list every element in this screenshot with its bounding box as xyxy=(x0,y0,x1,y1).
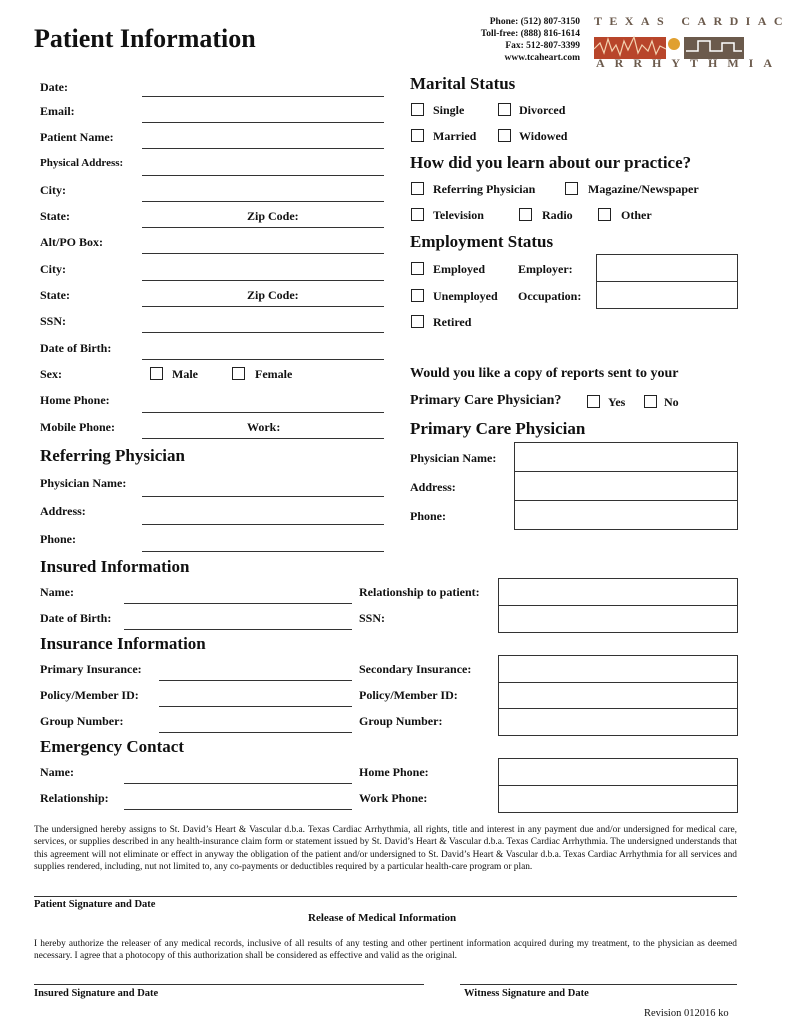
insured-relationship-field[interactable] xyxy=(498,578,738,606)
married-label: Married xyxy=(433,129,477,143)
emergency-relationship-field[interactable] xyxy=(124,809,352,810)
referring-address-field[interactable] xyxy=(142,524,384,525)
secondary-group-number-label: Group Number: xyxy=(359,714,443,728)
contact-block xyxy=(440,16,580,64)
city-label: City: xyxy=(40,183,66,197)
pcp-name-label: Physician Name: xyxy=(410,451,497,465)
reports-question-line2: Primary Care Physician? xyxy=(410,393,562,408)
city2-field[interactable] xyxy=(142,280,384,281)
employed-label: Employed xyxy=(433,262,486,276)
pcp-name-field[interactable] xyxy=(514,442,738,472)
secondary-insurance-field[interactable] xyxy=(498,655,738,683)
emergency-relationship-label: Relationship: xyxy=(40,791,109,805)
group-number-field[interactable] xyxy=(159,732,352,733)
fax-text: Fax: 512-807-3399 xyxy=(505,41,580,51)
referring-heading: Referring Physician xyxy=(40,446,185,465)
state-label: State: xyxy=(40,209,70,223)
date-field[interactable] xyxy=(142,96,384,97)
employment-heading: Employment Status xyxy=(410,232,554,251)
address-field[interactable] xyxy=(142,175,384,176)
emergency-work-phone-label: Work Phone: xyxy=(359,791,428,805)
employer-field[interactable] xyxy=(596,254,738,282)
referring-checkbox[interactable] xyxy=(411,182,424,195)
assignment-paragraph: The undersigned hereby assigns to St. David’s Heart & Vascular d.b.a. Texas Cardiac Arrhythmia, all rights, title and interest in any payment due and/or undersigned for medical care, services, or supplies described in any health-insurance claim form or statement issued by St. David’s Heart & Vascular d.b.a. Texas Cardiac Arrhythmia. The undersigned understands that this agreement will not eliminate or effect in anyway the obligation of the patient and/or undersigned to St. David’s Heart & Vascular d.b.a. Texas Cardiac Arrhythmia for all services and supplies rendered, including, nut not limited to, any co-payments or deductibles required by a particular health-care program or plan. xyxy=(34,825,737,873)
logo-bottom-text: ARRHYTHMIA xyxy=(596,56,782,70)
website-text: www.tcaheart.com xyxy=(504,53,580,63)
reports-yes-checkbox[interactable] xyxy=(587,395,600,408)
insured-heading: Insured Information xyxy=(40,557,190,576)
referring-name-field[interactable] xyxy=(142,496,384,497)
magazine-label: Magazine/Newspaper xyxy=(588,182,699,196)
male-checkbox[interactable] xyxy=(150,367,163,380)
sex-label: Sex: xyxy=(40,367,62,381)
referring-name-label: Physician Name: xyxy=(40,476,127,490)
single-checkbox[interactable] xyxy=(411,103,424,116)
dob-label: Date of Birth: xyxy=(40,341,112,355)
insured-dob-label: Date of Birth: xyxy=(40,611,112,625)
mobile-phone-label: Mobile Phone: xyxy=(40,420,115,434)
referring-option-label: Referring Physician xyxy=(433,182,536,196)
work-phone-label: Work: xyxy=(247,420,281,434)
learn-heading: How did you learn about our practice? xyxy=(410,153,692,172)
emergency-name-field[interactable] xyxy=(124,783,352,784)
witness-signature-line[interactable] xyxy=(460,984,737,985)
pcp-address-field[interactable] xyxy=(514,471,738,501)
emergency-work-phone-field[interactable] xyxy=(498,785,738,813)
unemployed-label: Unemployed xyxy=(433,289,498,303)
retired-checkbox[interactable] xyxy=(411,315,424,328)
ssn-field[interactable] xyxy=(142,332,384,333)
marital-status-heading: Marital Status xyxy=(410,74,516,93)
female-checkbox[interactable] xyxy=(232,367,245,380)
group-number-label: Group Number: xyxy=(40,714,124,728)
emergency-home-phone-label: Home Phone: xyxy=(359,765,429,779)
other-checkbox[interactable] xyxy=(598,208,611,221)
widowed-checkbox[interactable] xyxy=(498,129,511,142)
page-title: Patient Information xyxy=(34,24,256,53)
divorced-label: Divorced xyxy=(519,103,566,117)
insured-name-field[interactable] xyxy=(124,603,352,604)
male-label: Male xyxy=(172,367,198,381)
television-checkbox[interactable] xyxy=(411,208,424,221)
secondary-group-number-field[interactable] xyxy=(498,708,738,736)
occupation-label: Occupation: xyxy=(518,289,582,303)
witness-signature-label: Witness Signature and Date xyxy=(464,988,589,999)
patient-signature-label: Patient Signature and Date xyxy=(34,899,156,910)
employed-checkbox[interactable] xyxy=(411,262,424,275)
insured-dob-field[interactable] xyxy=(124,629,352,630)
logo xyxy=(592,12,790,70)
insured-signature-label: Insured Signature and Date xyxy=(34,988,159,999)
email-label: Email: xyxy=(40,104,75,118)
radio-checkbox[interactable] xyxy=(519,208,532,221)
date-label: Date: xyxy=(40,80,68,94)
release-paragraph: I hereby authorize the releaser of any medical records, inclusive of all results of any testing and other pertinent information acquired during my treatment, to the physician as deemed necessary. I agree that a photocopy of this authorization shall be considered as effective and valid as the original. xyxy=(34,939,737,962)
state2-label: State: xyxy=(40,288,70,302)
widowed-label: Widowed xyxy=(519,129,568,143)
single-label: Single xyxy=(433,103,465,117)
tollfree-text: Toll-free: (888) 816-1614 xyxy=(480,29,580,39)
zip-label: Zip Code: xyxy=(247,209,299,223)
female-label: Female xyxy=(255,367,293,381)
married-checkbox[interactable] xyxy=(411,129,424,142)
retired-label: Retired xyxy=(433,315,472,329)
referring-phone-field[interactable] xyxy=(142,551,384,552)
reports-yes-label: Yes xyxy=(608,395,626,409)
emergency-name-label: Name: xyxy=(40,765,74,779)
insured-ssn-label: SSN: xyxy=(359,611,386,625)
pcp-phone-field[interactable] xyxy=(514,500,738,530)
revision-text: Revision 012016 ko xyxy=(644,1008,729,1019)
release-heading: Release of Medical Information xyxy=(308,912,457,924)
emergency-heading: Emergency Contact xyxy=(40,737,184,756)
logo-top-text: TEXAS CARDIAC xyxy=(594,14,790,28)
insured-name-label: Name: xyxy=(40,585,74,599)
email-field[interactable] xyxy=(142,122,384,123)
phone-text: Phone: (512) 807-3150 xyxy=(489,17,580,27)
magazine-checkbox[interactable] xyxy=(565,182,578,195)
secondary-insurance-label: Secondary Insurance: xyxy=(359,662,472,676)
patient-signature-line[interactable] xyxy=(34,896,737,897)
patient-name-label: Patient Name: xyxy=(40,130,114,144)
primary-insurance-field[interactable] xyxy=(159,680,352,681)
home-phone-field[interactable] xyxy=(142,412,384,413)
pcp-heading: Primary Care Physician xyxy=(410,419,586,438)
home-phone-label: Home Phone: xyxy=(40,393,110,407)
reports-question-line1: Would you like a copy of reports sent to your xyxy=(410,366,679,381)
pcp-phone-label: Phone: xyxy=(410,509,446,523)
occupation-field[interactable] xyxy=(596,281,738,309)
policy-id-label: Policy/Member ID: xyxy=(40,688,139,702)
radio-label: Radio xyxy=(542,208,573,222)
insured-ssn-field[interactable] xyxy=(498,605,738,633)
policy-id-field[interactable] xyxy=(159,706,352,707)
address-label: Physical Address: xyxy=(40,157,124,169)
unemployed-checkbox[interactable] xyxy=(411,289,424,302)
employer-label: Employer: xyxy=(518,262,573,276)
emergency-home-phone-field[interactable] xyxy=(498,758,738,786)
referring-address-label: Address: xyxy=(40,504,86,518)
insured-relationship-label: Relationship to patient: xyxy=(359,585,480,599)
primary-insurance-label: Primary Insurance: xyxy=(40,662,142,676)
po-box-label: Alt/PO Box: xyxy=(40,235,103,249)
referring-phone-label: Phone: xyxy=(40,532,76,546)
reports-no-checkbox[interactable] xyxy=(644,395,657,408)
dob-field[interactable] xyxy=(142,359,384,360)
secondary-policy-id-label: Policy/Member ID: xyxy=(359,688,458,702)
divorced-checkbox[interactable] xyxy=(498,103,511,116)
state2-zip2-field[interactable] xyxy=(142,306,384,307)
secondary-policy-id-field[interactable] xyxy=(498,682,738,710)
city-field[interactable] xyxy=(142,201,384,202)
zip2-label: Zip Code: xyxy=(247,288,299,302)
mobile-work-field[interactable] xyxy=(142,438,384,439)
patient-name-field[interactable] xyxy=(142,148,384,149)
reports-no-label: No xyxy=(664,395,679,409)
insurance-heading: Insurance Information xyxy=(40,634,206,653)
city2-label: City: xyxy=(40,262,66,276)
ssn-label: SSN: xyxy=(40,314,67,328)
insured-signature-line[interactable] xyxy=(34,984,424,985)
television-label: Television xyxy=(433,208,484,222)
other-label: Other xyxy=(621,208,652,222)
state-zip-field[interactable] xyxy=(142,227,384,228)
po-box-field[interactable] xyxy=(142,253,384,254)
pcp-address-label: Address: xyxy=(410,480,456,494)
